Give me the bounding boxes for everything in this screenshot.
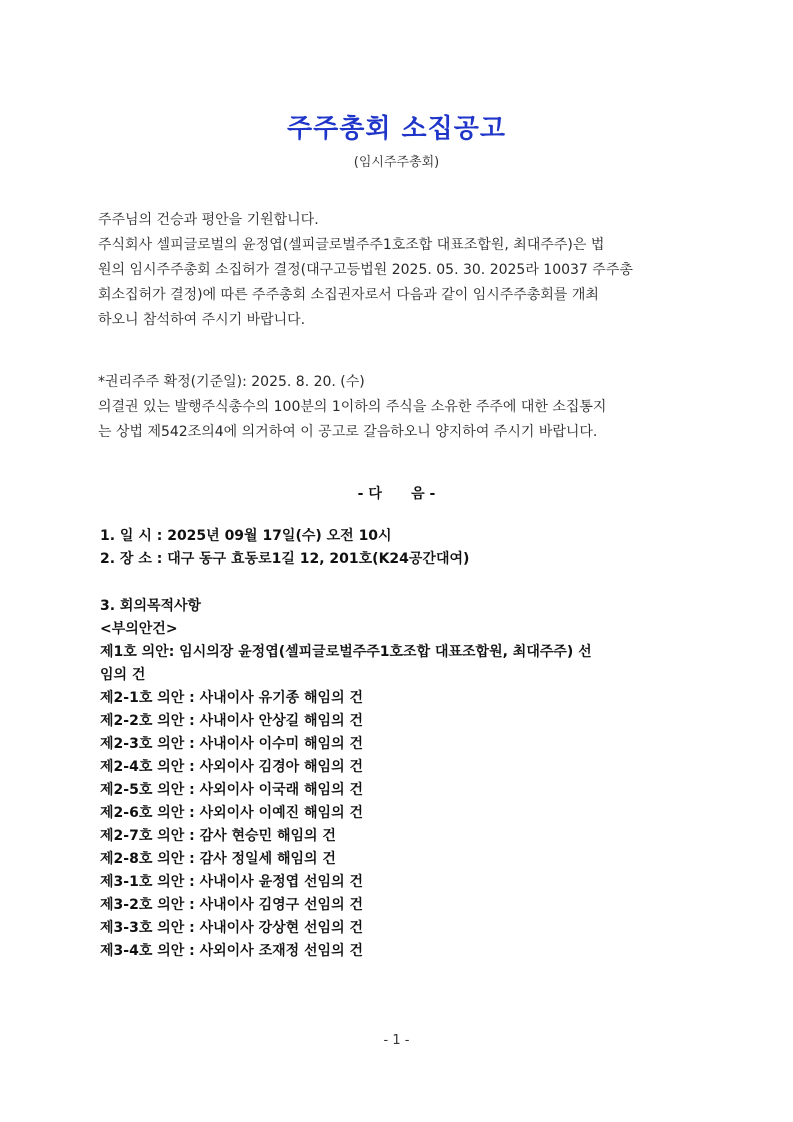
agenda-item: 임의 건	[100, 667, 146, 683]
agenda-item: 제2-5호 의안 : 사외이사 이국래 해임의 건	[100, 782, 363, 798]
meeting-info	[100, 525, 680, 571]
agenda-item: 제1호 의안: 임시의장 윤정엽(셀피글로벌주주1호조합 대표조합원, 최대주주) 선	[100, 644, 592, 660]
record-date-paragraph	[98, 370, 678, 445]
agenda-item: 제2-8호 의안 : 감사 정일세 해임의 건	[100, 851, 336, 867]
record-line: *권리주주 확정(기준일): 2025. 8. 20. (수)	[98, 374, 365, 390]
greeting-line: 원의 임시주주총회 소집허가 결정(대구고등법원 2025. 05. 30. 2025라 10037 주주총	[98, 262, 633, 278]
agenda-item: 제3-4호 의안 : 사외이사 조재정 선임의 건	[100, 943, 363, 959]
greeting-paragraph	[98, 208, 678, 333]
agenda-item: 제2-2호 의안 : 사내이사 안상길 해임의 건	[100, 713, 363, 729]
agenda-item: 제2-1호 의안 : 사내이사 유기종 해임의 건	[100, 690, 363, 706]
meeting-date: 1. 일 시 : 2025년 09월 17일(수) 오전 10시	[100, 528, 392, 544]
agenda-item: 제3-2호 의안 : 사내이사 김영구 선임의 건	[100, 897, 363, 913]
agenda-item: 제2-3호 의안 : 사내이사 이수미 해임의 건	[100, 736, 363, 752]
agenda-item: 제3-1호 의안 : 사내이사 윤정엽 선임의 건	[100, 874, 363, 890]
greeting-line: 주주님의 건승과 평안을 기원합니다.	[98, 212, 319, 228]
page-subtitle: (임시주주총회)	[353, 155, 440, 170]
next-heading: - 다 음 -	[357, 486, 436, 502]
agenda-subheading: <부의안건>	[100, 621, 178, 637]
page-title: 주주총회 소집공고	[287, 114, 506, 144]
page-number: - 1 -	[383, 1033, 410, 1048]
agenda-heading: 3. 회의목적사항	[100, 598, 202, 614]
agenda-item: 제2-4호 의안 : 사외이사 김경아 해임의 건	[100, 759, 363, 775]
agenda-item: 제3-3호 의안 : 사내이사 강상현 선임의 건	[100, 920, 363, 936]
agenda-section	[100, 595, 680, 963]
meeting-place: 2. 장 소 : 대구 동구 효동로1길 12, 201호(K24공간대여)	[100, 551, 470, 567]
greeting-line: 주식회사 셀피글로벌의 윤정엽(셀피글로벌주주1호조합 대표조합원, 최대주주)은 법	[98, 237, 605, 253]
agenda-item: 제2-6호 의안 : 사외이사 이예진 해임의 건	[100, 805, 363, 821]
agenda-item: 제2-7호 의안 : 감사 현승민 해임의 건	[100, 828, 336, 844]
record-line: 의결권 있는 발행주식총수의 100분의 1이하의 주식을 소유한 주주에 대한 소집통지	[98, 399, 607, 415]
greeting-line: 하오니 참석하여 주시기 바랍니다.	[98, 312, 306, 328]
greeting-line: 회소집허가 결정)에 따른 주주총회 소집권자로서 다음과 같이 임시주주총회를 개최	[98, 287, 599, 303]
record-line: 는 상법 제542조의4에 의거하여 이 공고로 갈음하오니 양지하여 주시기 바랍니다.	[98, 424, 598, 440]
